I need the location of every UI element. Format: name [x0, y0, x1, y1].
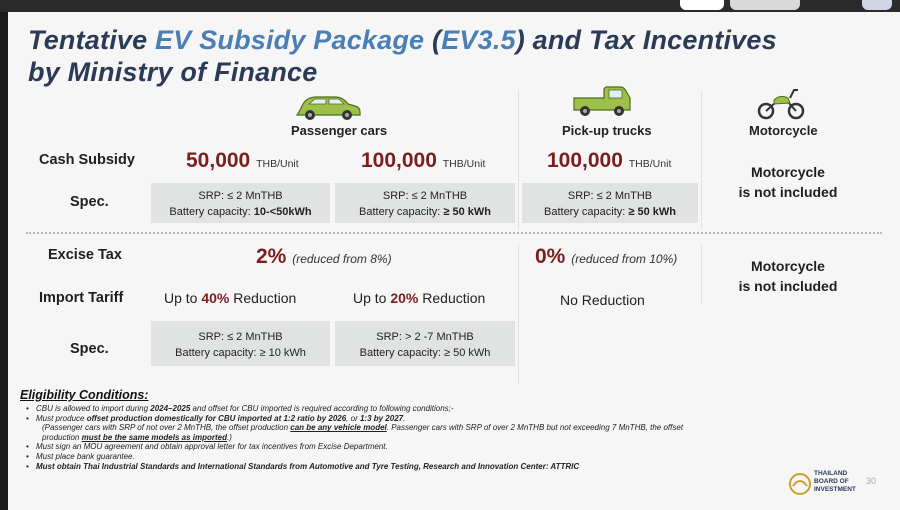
eligibility-item [30, 414, 870, 424]
spec-srp: SRP: ≤ 2 MnTHB [382, 190, 468, 202]
row-label-excise-tax: Excise Tax [48, 247, 122, 263]
partner-logo [730, 0, 800, 10]
spec-srp: SRP: ≤ 2 MnTHB [198, 331, 283, 343]
cash-unit: THB/Unit [442, 158, 486, 170]
eligibility-item: • Must place bank guarantee. [30, 452, 870, 462]
eligibility-item [30, 462, 870, 472]
spec-battery [335, 204, 515, 220]
excise-value: 0% [535, 245, 566, 268]
spec-box-passenger-low [151, 321, 330, 366]
spec-battery-value: 10-<50kWh [253, 206, 312, 218]
excise-note: (reduced from 8%) [292, 252, 392, 266]
boi-logo-line: BOARD OF [814, 478, 849, 485]
cash-value: 100,000 [361, 149, 437, 172]
excise-note: (reduced from 10%) [571, 252, 678, 266]
eligibility-text: production [42, 432, 82, 442]
motorcycle-not-included-bottom [723, 256, 853, 296]
eligibility-text: . [403, 413, 406, 423]
column-divider [518, 244, 519, 384]
spec-battery-label: Battery capacity: [544, 206, 629, 218]
page-number: 30 [866, 476, 877, 486]
cash-value: 50,000 [186, 149, 251, 172]
eligibility-emphasis: Must obtain Thai Industrial Standards and International Standards from Automotive and Tyre Testing, Research and Innovation Center: ATTRIC [36, 461, 580, 471]
eligibility-item [30, 404, 870, 414]
spec-battery: Battery capacity: ≥ 50 kWh [359, 347, 491, 359]
eligibility-list [20, 404, 870, 471]
column-divider [701, 244, 702, 304]
excise-passenger [256, 245, 392, 269]
cash-value: 100,000 [547, 149, 623, 172]
tariff-value: 20% [390, 290, 419, 306]
cash-subsidy-passenger-2 [361, 149, 485, 173]
eligibility-emphasis: 2024–2025 [150, 404, 191, 413]
eligibility-text: and offset for CBU imported is required according to following conditions;- [190, 404, 454, 413]
tariff-pickup: No Reduction [560, 292, 645, 308]
tariff-passenger-1 [164, 290, 296, 306]
motorcycle-icon [756, 86, 806, 120]
boi-logo [788, 468, 858, 504]
column-header-pickup-trucks: Pick-up trucks [562, 123, 652, 138]
tariff-text: Reduction [418, 290, 486, 306]
car-icon [293, 92, 363, 122]
video-top-bar [0, 0, 900, 12]
spec-box-pickup [522, 183, 698, 223]
ministry-logo [862, 0, 892, 10]
cash-subsidy-passenger-1 [186, 149, 299, 173]
tariff-value: 40% [201, 290, 230, 306]
column-header-passenger-cars: Passenger cars [291, 123, 388, 138]
tariff-text: Up to [164, 290, 202, 306]
column-header-motorcycle: Motorcycle [749, 123, 818, 138]
row-label-cash-subsidy: Cash Subsidy [39, 152, 135, 168]
spec-box-passenger-1 [151, 183, 330, 223]
spec-srp: SRP: ≤ 2 MnTHB [198, 190, 283, 202]
boi-logo-line: INVESTMENT [814, 486, 856, 493]
motorcycle-note-line: Motorcycle [751, 258, 825, 274]
motorcycle-note-line: is not included [738, 278, 838, 294]
row-label-import-tariff: Import Tariff [39, 290, 124, 306]
broadcaster-logo [680, 0, 724, 10]
title-text: ( [424, 25, 442, 55]
column-divider [701, 90, 702, 230]
eligibility-emphasis: must be the same models as imported [81, 432, 227, 442]
eligibility-text: (Passenger cars with SRP of not over 2 MnTHB, the offset production [42, 423, 291, 433]
spec-battery-label: Battery capacity: [359, 206, 444, 218]
motorcycle-note-line: is not included [738, 184, 838, 200]
column-divider [518, 90, 519, 230]
cash-unit: THB/Unit [628, 158, 672, 170]
tariff-passenger-2 [353, 290, 485, 306]
boi-logo-text [814, 470, 856, 494]
eligibility-text: .) [226, 432, 232, 442]
eligibility-emphasis: offset production domestically for CBU imported at 1:2 ratio by 2026 [86, 413, 347, 423]
eligibility-subitem [30, 433, 870, 443]
slide-title [28, 24, 777, 88]
title-highlight: EV Subsidy Package [155, 25, 425, 55]
tariff-text: Reduction [229, 290, 297, 306]
eligibility-text: CBU is allowed to import during [36, 404, 151, 413]
eligibility-subitem [30, 423, 870, 433]
motorcycle-not-included-top [723, 162, 853, 202]
spec-srp: SRP: ≤ 2 MnTHB [567, 190, 653, 202]
spec-srp: SRP: > 2 -7 MnTHB [376, 331, 474, 343]
spec-box-passenger-2 [335, 183, 515, 223]
row-label-spec: Spec. [70, 194, 109, 210]
row-label-spec: Spec. [70, 341, 109, 357]
excise-pickup [535, 245, 677, 269]
motorcycle-note-line: Motorcycle [751, 164, 825, 180]
title-text: ) and Tax Incentives [515, 25, 777, 55]
slide [8, 12, 900, 510]
boi-logo-line: THAILAND [814, 470, 848, 477]
spec-battery-label: Battery capacity: [169, 206, 254, 218]
eligibility-text: , or [346, 413, 360, 423]
eligibility-conditions [20, 388, 870, 471]
cash-subsidy-pickup [547, 149, 671, 173]
tariff-text: Up to [353, 290, 391, 306]
cash-unit: THB/Unit [256, 158, 299, 170]
section-divider [26, 232, 882, 234]
spec-battery-value: ≥ 50 kWh [628, 206, 676, 218]
boi-logo-icon [788, 472, 812, 496]
spec-battery-value: ≥ 50 kWh [443, 206, 491, 218]
pickup-truck-icon [570, 84, 634, 120]
excise-value: 2% [256, 245, 287, 268]
spec-battery [522, 204, 698, 220]
title-text: Tentative [28, 25, 156, 55]
eligibility-item: • Must sign an MOU agreement and obtain approval letter for tax incentives from Excise Department. [30, 442, 870, 452]
eligibility-heading: Eligibility Conditions: [20, 388, 149, 402]
eligibility-text: . Passenger cars with SRP of over 2 MnTHB but not exceeding 7 MnTHB, the offset [386, 423, 684, 433]
title-line2: by Ministry of Finance [28, 57, 318, 87]
spec-box-passenger-high [335, 321, 515, 366]
eligibility-emphasis: can be any vehicle model [290, 423, 387, 433]
spec-battery: Battery capacity: ≥ 10 kWh [175, 347, 306, 359]
eligibility-emphasis: 1:3 by 2027 [359, 413, 404, 423]
spec-battery [151, 204, 330, 220]
title-highlight: EV3.5 [441, 25, 516, 55]
eligibility-text: Must produce [36, 413, 87, 423]
